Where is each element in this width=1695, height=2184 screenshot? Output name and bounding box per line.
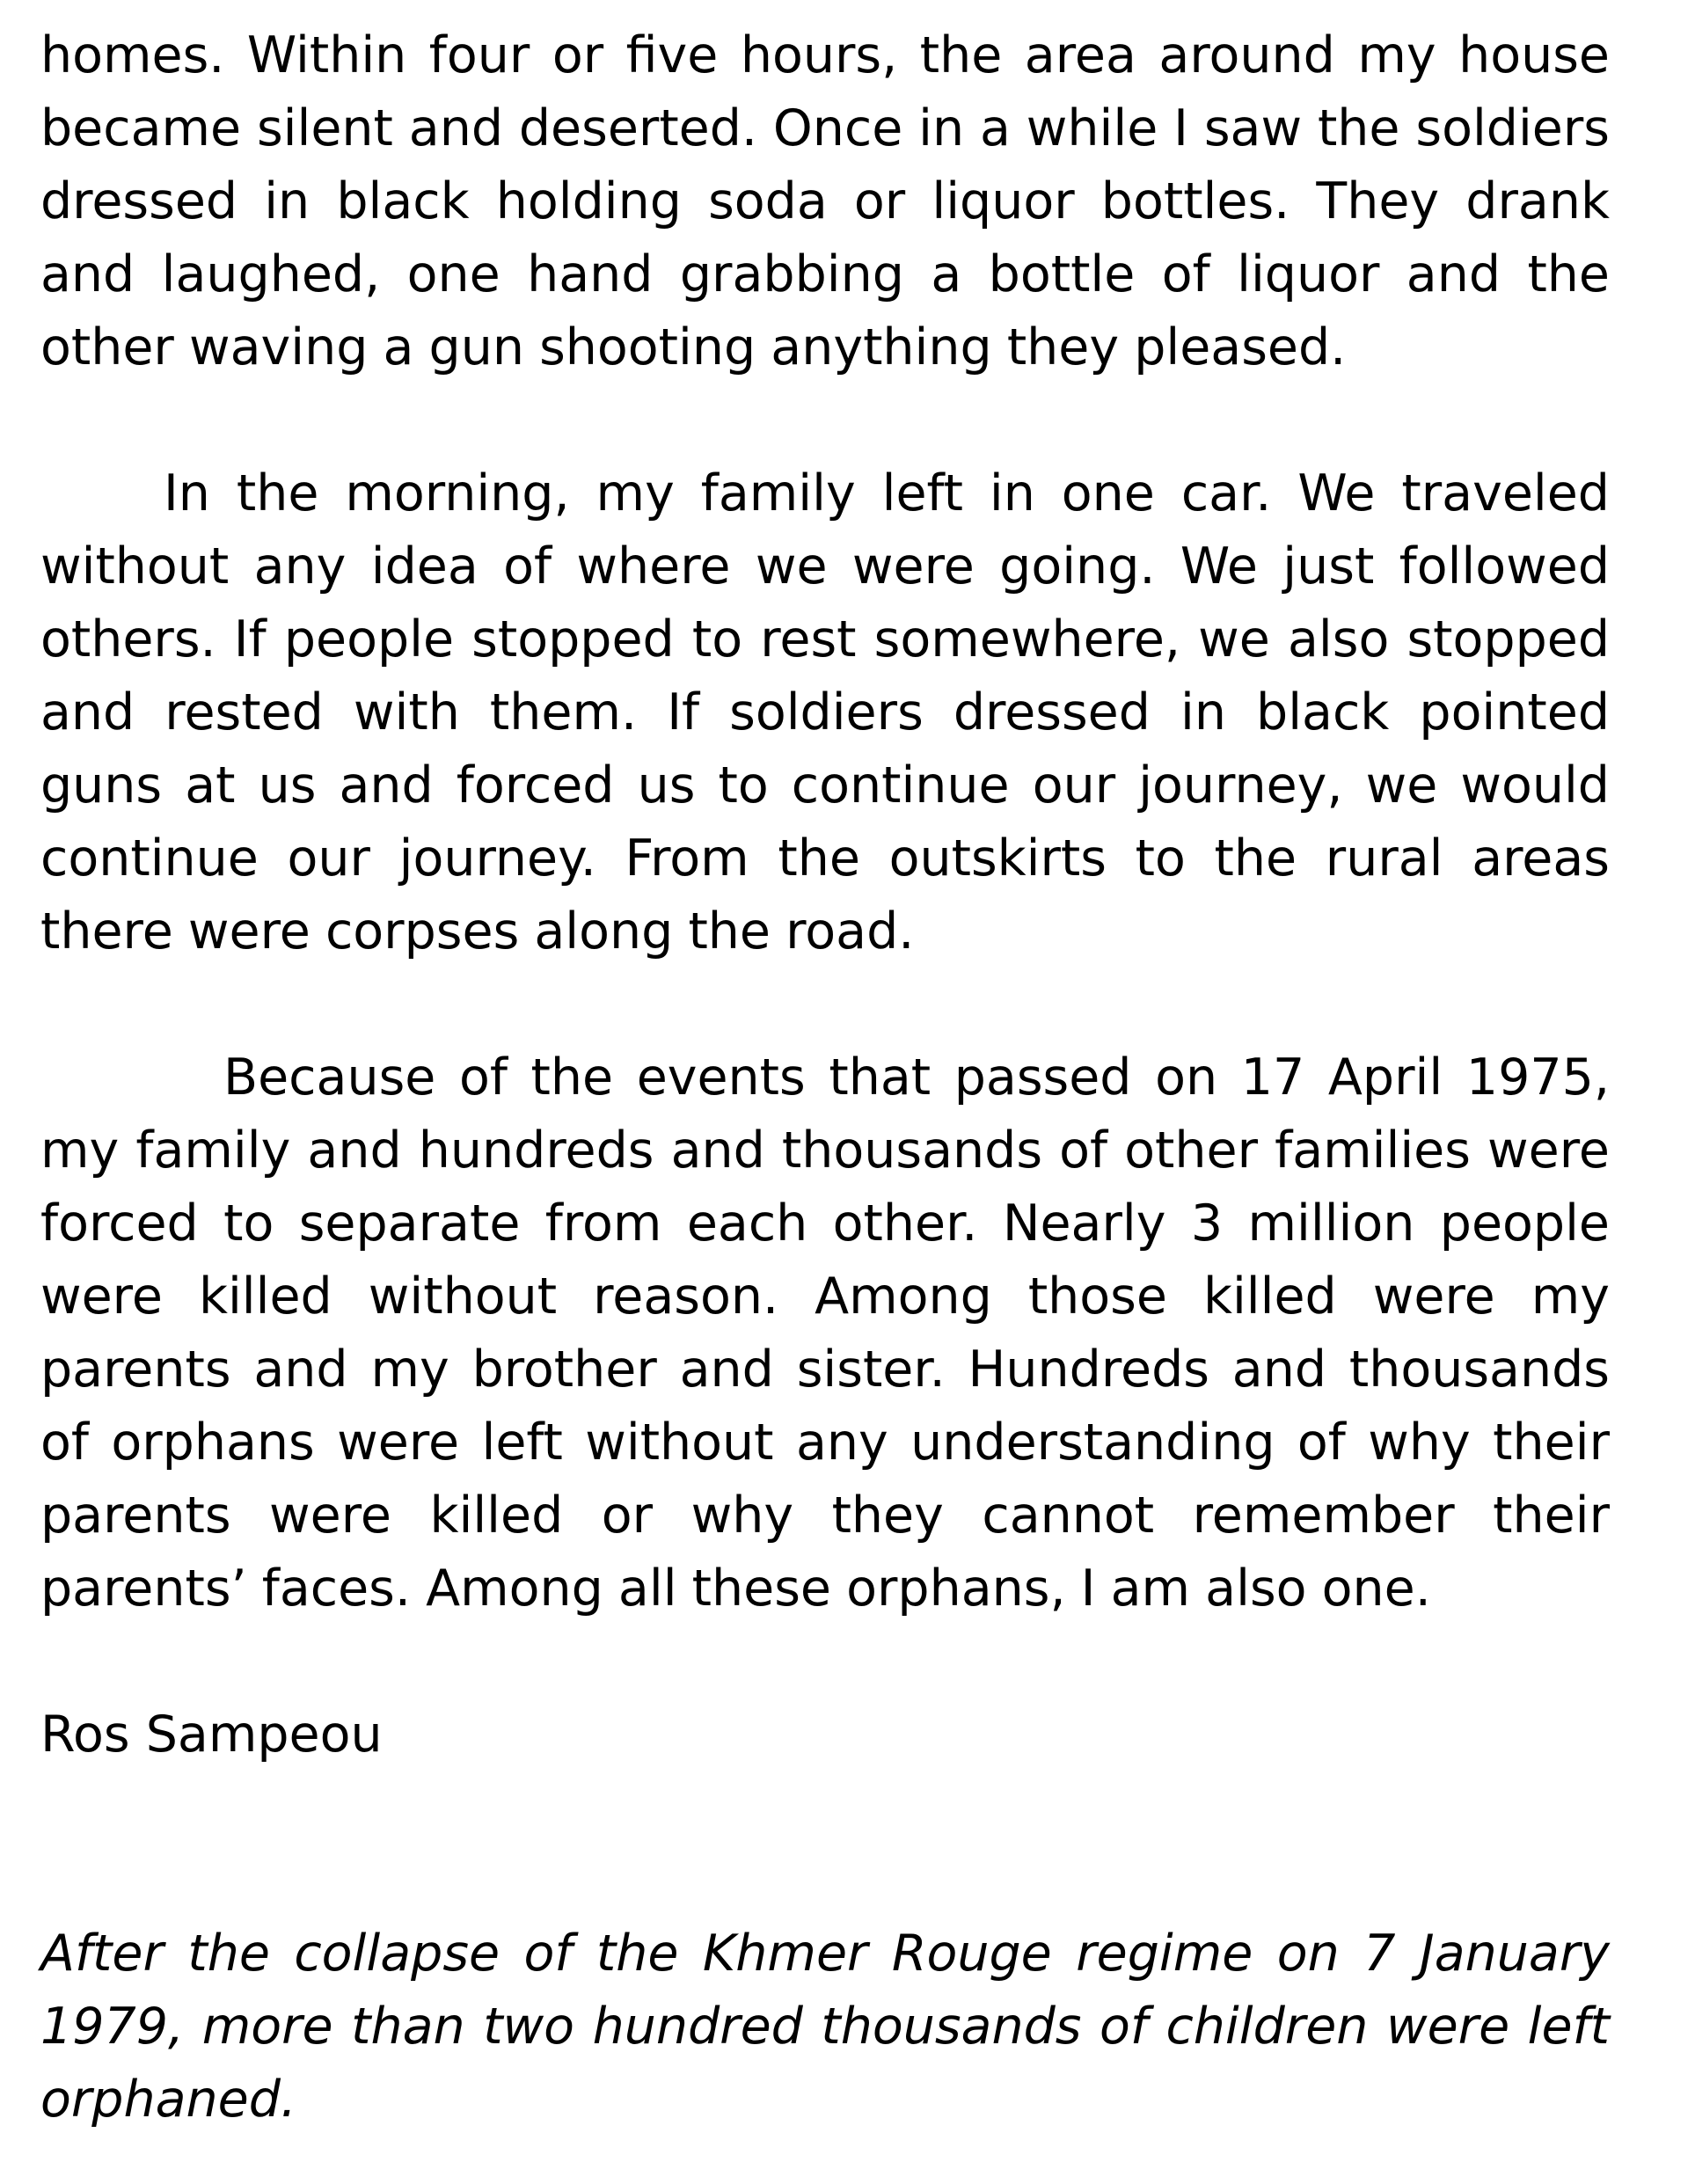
body-paragraph-1: homes. Within four or five hours, the area around my house became silent and deserted. Once in a while I saw the soldiers dressed in black holding soda or liquor bottles. They drank and laughed, one hand grabbing a bottle of liquor and the other waving a gun shooting anything they pleased. [40,26,1610,376]
author-signature: Ros Sampeou [40,1706,383,1764]
body-paragraph-3: Because of the events that passed on 17 April 1975, my family and hundreds and thousands of other families were forced to separate from each other. Nearly 3 million people were killed without reason. Among those killed were my parents and my brother and sister. Hundreds and thousands of orphans were left without any understanding of why their parents were killed or why they cannot remember their parents’ faces. Among all these orphans, I am also one. [40,1048,1610,1618]
document-page [40,19,1610,2137]
closing-note: After the collapse of the Khmer Rouge regime on 7 January 1979, more than two hundred thousands of children were left orphaned. [40,1925,1610,2129]
body-paragraph-2: In the morning, my family left in one car. We traveled without any idea of where we were going. We just followed others. If people stopped to rest somewhere, we also stopped and rested with them. If soldiers dressed in black pointed guns at us and forced us to continue our journey, we would continue our journey. From the outskirts to the rural areas there were corpses along the road. [40,464,1610,961]
